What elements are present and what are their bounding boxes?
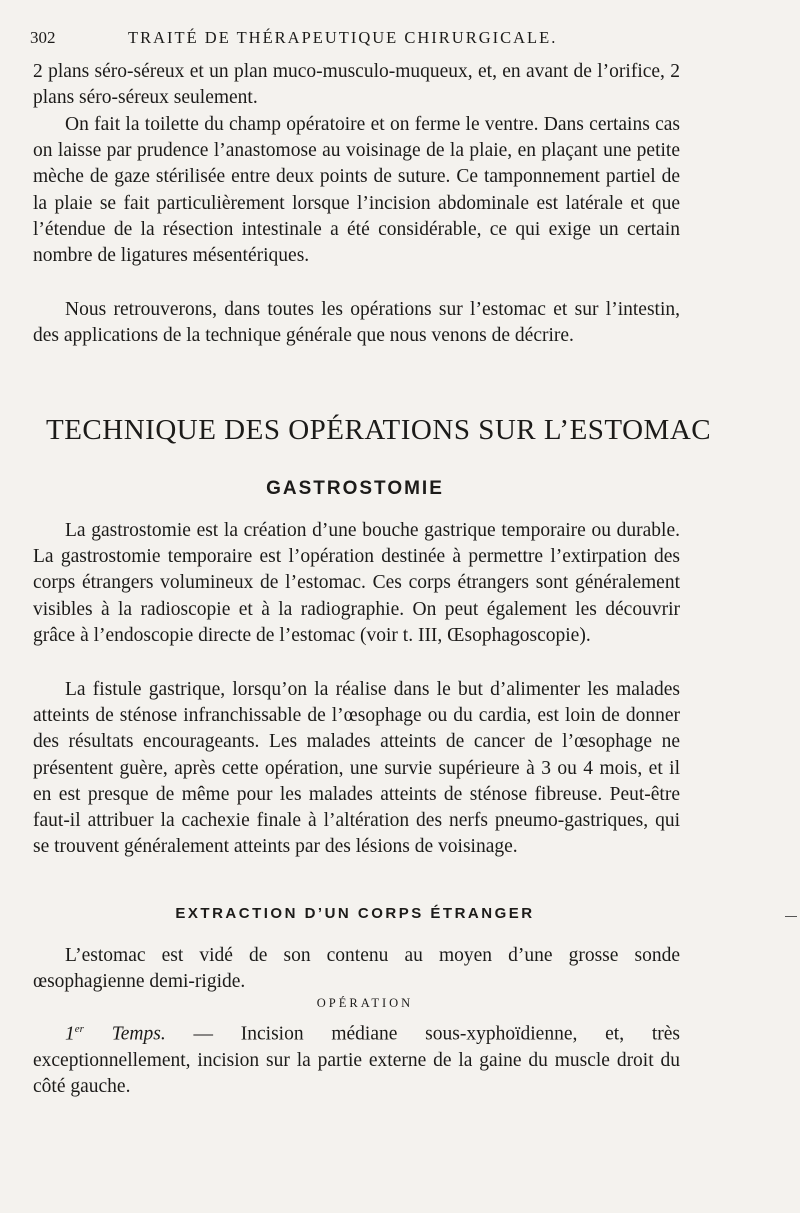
section-title: TECHNIQUE DES OPÉRATIONS SUR L’ESTOMAC — [46, 414, 712, 446]
page-number: 302 — [30, 28, 56, 47]
margin-mark — [785, 916, 797, 917]
temps-superscript: er — [74, 1023, 84, 1035]
operation-label: OPÉRATION — [316, 996, 414, 1010]
paragraph-premier-temps — [33, 1016, 680, 1100]
paragraph-continuation: 2 plans séro-séreux et un plan muco-musculo-muqueux, et, en avant de l’orifice, 2 plans séro-séreux seulement. — [33, 61, 680, 109]
minor-title: EXTRACTION D’UN CORPS ÉTRANGER — [175, 905, 535, 922]
running-header — [30, 26, 730, 54]
paragraph-estomac-vide: L’estomac est vidé de son contenu au moyen d’une grosse sonde œsophagienne demi-rigide. — [33, 945, 680, 993]
temps-number: 1 — [65, 1023, 75, 1045]
temps-label: Temps. — [111, 1023, 166, 1045]
paragraph-gastrostomie: La gastrostomie est la création d’une bouche gastrique temporaire ou durable. La gastrostomie temporaire est l’opération destinée à permettre l’extirpation des corps étrangers volumineux de l’estomac. Ces corps étrangers sont généralement visibles à la radioscopie et à la radiographie. On peut également les découvrir grâce à l’endoscopie directe de l’estomac (voir t. III, Œsophagoscopie). — [33, 520, 680, 646]
paragraph-retrouverons: Nous retrouverons, dans toutes les opérations sur l’estomac et sur l’intestin, des applications de la technique générale que nous venons de décrire. — [33, 299, 680, 347]
paragraph-toilette: On fait la toilette du champ opératoire et on ferme le ventre. Dans certains cas on laisse par prudence l’anastomose au voisinage de la plaie, en plaçant une petite mèche de gaze stérilisée entre deux points de suture. Ce tamponnement partiel de la plaie se fait particulièrement lorsque l’incision abdominale est latérale et que l’étendue de la résection intestinale a été considérable, ce qui exige un certain nombre de ligatures mésentériques. — [33, 114, 680, 267]
running-title: TRAITÉ DE THÉRAPEUTIQUE CHIRURGICALE. — [128, 28, 558, 47]
temps-text: — Incision médiane sous-xyphoïdienne, et, très exceptionnellement, incision sur la partie externe de la gaine du muscle droit du côté gauche. — [33, 1023, 681, 1097]
paragraph-fistule: La fistule gastrique, lorsqu’on la réalise dans le but d’alimenter les malades atteints de sténose infranchissable de l’œsophage ou du cardia, est loin de donner des résultats encourageants. Les malades atteints de cancer de l’œsophage ne présentent guère, après cette opération, une survie supérieure à 3 ou 4 mois, et il en est presque de même pour les malades atteints de sténose fibreuse. Peut-être faut-il attribuer la cachexie finale à l’altération des nerfs pneumo-gastriques, qui se trouvent généralement atteints par des lésions de voisinage. — [33, 679, 680, 858]
subsection-title: GASTROSTOMIE — [266, 478, 444, 499]
